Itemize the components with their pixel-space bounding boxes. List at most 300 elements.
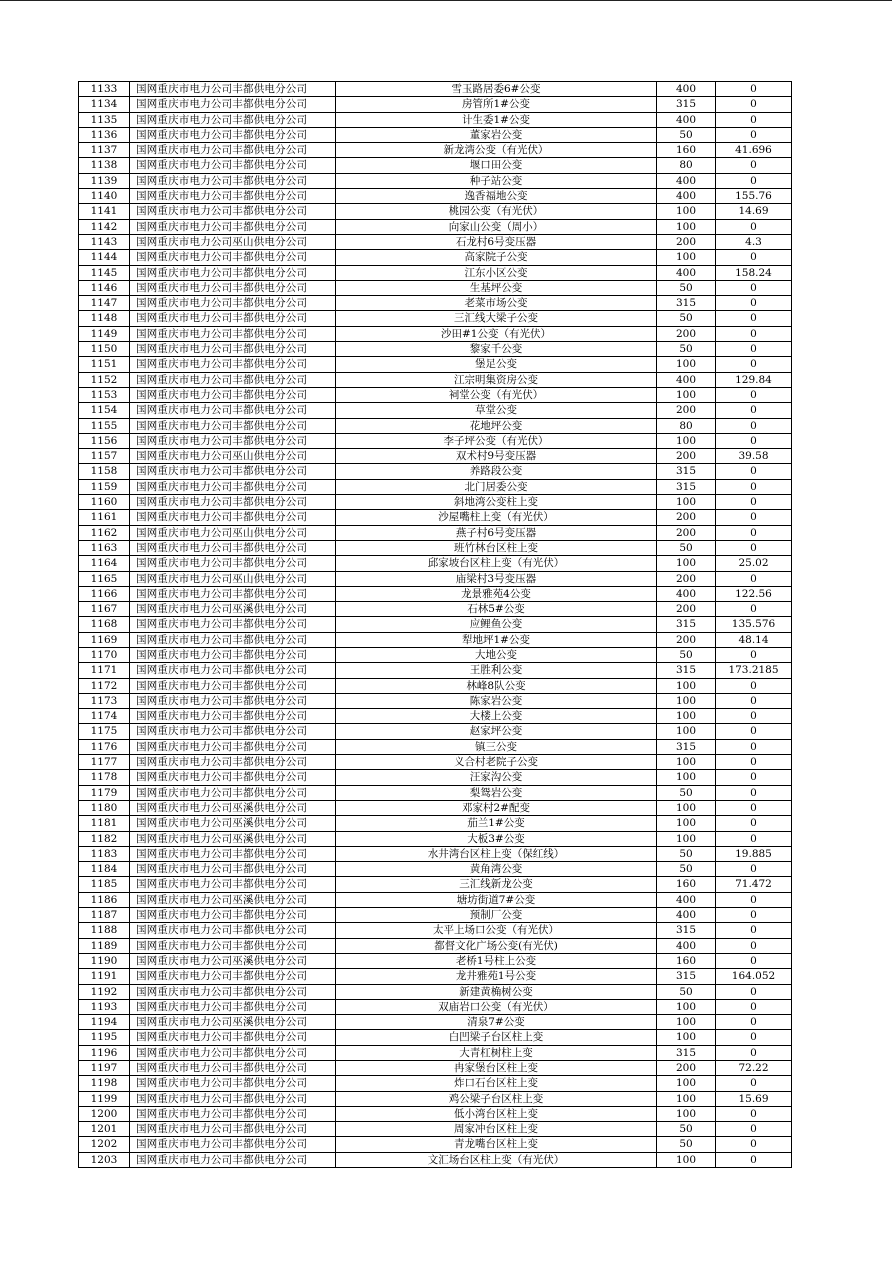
- capacity-cell: 160: [657, 953, 716, 968]
- company-cell: 国网重庆市电力公司丰都供电分公司: [130, 82, 336, 97]
- value-cell: 0: [716, 418, 792, 433]
- capacity-cell: 400: [657, 112, 716, 127]
- company-cell: 国网重庆市电力公司丰都供电分公司: [130, 693, 336, 708]
- table-row: [79, 632, 792, 647]
- table-row: [79, 739, 792, 754]
- company-cell: 国网重庆市电力公司丰都供电分公司: [130, 357, 336, 372]
- row-number-cell: 1186: [79, 892, 130, 907]
- capacity-cell: 50: [657, 540, 716, 555]
- row-number-cell: 1167: [79, 602, 130, 617]
- capacity-cell: 200: [657, 449, 716, 464]
- value-cell: 0: [716, 540, 792, 555]
- station-name-cell: 堡足公变: [336, 357, 657, 372]
- row-number-cell: 1196: [79, 1045, 130, 1060]
- table-row: [79, 877, 792, 892]
- station-name-cell: 都督文化广场公变(有光伏): [336, 938, 657, 953]
- row-number-cell: 1156: [79, 433, 130, 448]
- station-name-cell: 黄角湾公变: [336, 862, 657, 877]
- capacity-cell: 50: [657, 1122, 716, 1137]
- company-cell: 国网重庆市电力公司丰都供电分公司: [130, 97, 336, 112]
- value-cell: 0: [716, 785, 792, 800]
- value-cell: 0: [716, 510, 792, 525]
- capacity-cell: 315: [657, 97, 716, 112]
- row-number-cell: 1149: [79, 326, 130, 341]
- table-row: [79, 204, 792, 219]
- row-number-cell: 1179: [79, 785, 130, 800]
- station-name-cell: 董家岩公变: [336, 127, 657, 142]
- row-number-cell: 1200: [79, 1106, 130, 1121]
- company-cell: 国网重庆市电力公司丰都供电分公司: [130, 250, 336, 265]
- value-cell: 15.69: [716, 1091, 792, 1106]
- transformer-table: [78, 81, 792, 1168]
- value-cell: 14.69: [716, 204, 792, 219]
- company-cell: 国网重庆市电力公司丰都供电分公司: [130, 755, 336, 770]
- row-number-cell: 1164: [79, 556, 130, 571]
- table-row: [79, 938, 792, 953]
- company-cell: 国网重庆市电力公司丰都供电分公司: [130, 999, 336, 1014]
- value-cell: 0: [716, 693, 792, 708]
- station-name-cell: 沙田#1公变（有光伏）: [336, 326, 657, 341]
- company-cell: 国网重庆市电力公司丰都供电分公司: [130, 1045, 336, 1060]
- station-name-cell: 周家冲台区柱上变: [336, 1122, 657, 1137]
- station-name-cell: 王胜利公变: [336, 663, 657, 678]
- value-cell: 0: [716, 1106, 792, 1121]
- capacity-cell: 200: [657, 1061, 716, 1076]
- table-row: [79, 464, 792, 479]
- station-name-cell: 邓家村2#配变: [336, 800, 657, 815]
- company-cell: 国网重庆市电力公司丰都供电分公司: [130, 158, 336, 173]
- row-number-cell: 1182: [79, 831, 130, 846]
- station-name-cell: 桃园公变（有光伏）: [336, 204, 657, 219]
- company-cell: 国网重庆市电力公司巫溪供电分公司: [130, 953, 336, 968]
- station-name-cell: 林峰8队公变: [336, 678, 657, 693]
- company-cell: 国网重庆市电力公司丰都供电分公司: [130, 464, 336, 479]
- company-cell: 国网重庆市电力公司丰都供电分公司: [130, 372, 336, 387]
- station-name-cell: 文汇场台区柱上变（有光伏）: [336, 1152, 657, 1167]
- capacity-cell: 100: [657, 1076, 716, 1091]
- table-row: [79, 219, 792, 234]
- company-cell: 国网重庆市电力公司巫山供电分公司: [130, 449, 336, 464]
- company-cell: 国网重庆市电力公司丰都供电分公司: [130, 785, 336, 800]
- value-cell: 0: [716, 495, 792, 510]
- capacity-cell: 400: [657, 82, 716, 97]
- station-name-cell: 沙屋嘴柱上变（有光伏）: [336, 510, 657, 525]
- row-number-cell: 1148: [79, 311, 130, 326]
- station-name-cell: 新龙湾公变（有光伏）: [336, 143, 657, 158]
- value-cell: 4.3: [716, 234, 792, 249]
- row-number-cell: 1194: [79, 1015, 130, 1030]
- table-row: [79, 846, 792, 861]
- company-cell: 国网重庆市电力公司丰都供电分公司: [130, 678, 336, 693]
- row-number-cell: 1188: [79, 923, 130, 938]
- value-cell: 19.885: [716, 846, 792, 861]
- value-cell: 0: [716, 326, 792, 341]
- row-number-cell: 1139: [79, 173, 130, 188]
- table-row: [79, 724, 792, 739]
- station-name-cell: 茄兰1#公变: [336, 816, 657, 831]
- capacity-cell: 100: [657, 1106, 716, 1121]
- row-number-cell: 1133: [79, 82, 130, 97]
- table-row: [79, 892, 792, 907]
- capacity-cell: 100: [657, 250, 716, 265]
- value-cell: 0: [716, 678, 792, 693]
- capacity-cell: 200: [657, 571, 716, 586]
- company-cell: 国网重庆市电力公司巫溪供电分公司: [130, 800, 336, 815]
- table-row: [79, 1045, 792, 1060]
- capacity-cell: 315: [657, 923, 716, 938]
- table-row: [79, 296, 792, 311]
- table-body: [79, 82, 792, 1168]
- value-cell: 71.472: [716, 877, 792, 892]
- capacity-cell: 100: [657, 1030, 716, 1045]
- value-cell: 41.696: [716, 143, 792, 158]
- value-cell: 0: [716, 158, 792, 173]
- row-number-cell: 1195: [79, 1030, 130, 1045]
- capacity-cell: 100: [657, 1152, 716, 1167]
- table-row: [79, 403, 792, 418]
- value-cell: 0: [716, 647, 792, 662]
- station-name-cell: 太平上场口公变（有光伏）: [336, 923, 657, 938]
- station-name-cell: 邱家坡台区柱上变（有光伏）: [336, 556, 657, 571]
- row-number-cell: 1166: [79, 586, 130, 601]
- capacity-cell: 100: [657, 816, 716, 831]
- capacity-cell: 100: [657, 204, 716, 219]
- station-name-cell: 石林5#公变: [336, 602, 657, 617]
- row-number-cell: 1176: [79, 739, 130, 754]
- table-row: [79, 495, 792, 510]
- company-cell: 国网重庆市电力公司丰都供电分公司: [130, 709, 336, 724]
- station-name-cell: 江宗明集资房公变: [336, 372, 657, 387]
- station-name-cell: 清泉7#公变: [336, 1015, 657, 1030]
- table-row: [79, 556, 792, 571]
- station-name-cell: 养路段公变: [336, 464, 657, 479]
- company-cell: 国网重庆市电力公司巫溪供电分公司: [130, 602, 336, 617]
- row-number-cell: 1146: [79, 280, 130, 295]
- table-row: [79, 663, 792, 678]
- capacity-cell: 100: [657, 770, 716, 785]
- station-name-cell: 北门居委公变: [336, 479, 657, 494]
- company-cell: 国网重庆市电力公司巫山供电分公司: [130, 571, 336, 586]
- row-number-cell: 1151: [79, 357, 130, 372]
- capacity-cell: 315: [657, 296, 716, 311]
- table-row: [79, 647, 792, 662]
- table-row: [79, 785, 792, 800]
- station-name-cell: 冉家堡台区柱上变: [336, 1061, 657, 1076]
- company-cell: 国网重庆市电力公司丰都供电分公司: [130, 1152, 336, 1167]
- capacity-cell: 315: [657, 969, 716, 984]
- station-name-cell: 犁地坪1#公变: [336, 632, 657, 647]
- capacity-cell: 400: [657, 372, 716, 387]
- row-number-cell: 1201: [79, 1122, 130, 1137]
- row-number-cell: 1178: [79, 770, 130, 785]
- table-row: [79, 709, 792, 724]
- value-cell: 0: [716, 908, 792, 923]
- capacity-cell: 100: [657, 387, 716, 402]
- company-cell: 国网重庆市电力公司巫溪供电分公司: [130, 831, 336, 846]
- company-cell: 国网重庆市电力公司丰都供电分公司: [130, 265, 336, 280]
- table-row: [79, 800, 792, 815]
- table-row: [79, 953, 792, 968]
- value-cell: 0: [716, 938, 792, 953]
- row-number-cell: 1170: [79, 647, 130, 662]
- capacity-cell: 100: [657, 495, 716, 510]
- table-row: [79, 127, 792, 142]
- company-cell: 国网重庆市电力公司巫山供电分公司: [130, 234, 336, 249]
- row-number-cell: 1155: [79, 418, 130, 433]
- station-name-cell: 梨鸳岩公变: [336, 785, 657, 800]
- row-number-cell: 1185: [79, 877, 130, 892]
- station-name-cell: 燕子村6号变压器: [336, 525, 657, 540]
- row-number-cell: 1198: [79, 1076, 130, 1091]
- value-cell: 0: [716, 464, 792, 479]
- row-number-cell: 1143: [79, 234, 130, 249]
- row-number-cell: 1147: [79, 296, 130, 311]
- capacity-cell: 400: [657, 908, 716, 923]
- value-cell: 0: [716, 127, 792, 142]
- value-cell: 0: [716, 1137, 792, 1152]
- value-cell: 0: [716, 280, 792, 295]
- station-name-cell: 新建黄桷树公变: [336, 984, 657, 999]
- company-cell: 国网重庆市电力公司丰都供电分公司: [130, 387, 336, 402]
- capacity-cell: 400: [657, 586, 716, 601]
- company-cell: 国网重庆市电力公司丰都供电分公司: [130, 1030, 336, 1045]
- value-cell: 155.76: [716, 189, 792, 204]
- table-row: [79, 525, 792, 540]
- table-row: [79, 357, 792, 372]
- capacity-cell: 160: [657, 143, 716, 158]
- station-name-cell: 石龙村6号变压器: [336, 234, 657, 249]
- table-row: [79, 265, 792, 280]
- value-cell: 0: [716, 602, 792, 617]
- table-row: [79, 433, 792, 448]
- capacity-cell: 200: [657, 403, 716, 418]
- value-cell: 0: [716, 892, 792, 907]
- capacity-cell: 200: [657, 602, 716, 617]
- company-cell: 国网重庆市电力公司丰都供电分公司: [130, 418, 336, 433]
- value-cell: 0: [716, 984, 792, 999]
- value-cell: 164.052: [716, 969, 792, 984]
- table-row: [79, 862, 792, 877]
- table-row: [79, 571, 792, 586]
- table-row: [79, 1122, 792, 1137]
- value-cell: 0: [716, 311, 792, 326]
- row-number-cell: 1197: [79, 1061, 130, 1076]
- row-number-cell: 1157: [79, 449, 130, 464]
- value-cell: 0: [716, 800, 792, 815]
- station-name-cell: 庙梁村3号变压器: [336, 571, 657, 586]
- company-cell: 国网重庆市电力公司丰都供电分公司: [130, 862, 336, 877]
- table-row: [79, 372, 792, 387]
- row-number-cell: 1168: [79, 617, 130, 632]
- station-name-cell: 花地坪公变: [336, 418, 657, 433]
- value-cell: 0: [716, 479, 792, 494]
- station-name-cell: 三汇线大梁子公变: [336, 311, 657, 326]
- table-row: [79, 923, 792, 938]
- capacity-cell: 100: [657, 1015, 716, 1030]
- value-cell: 0: [716, 862, 792, 877]
- value-cell: 0: [716, 1045, 792, 1060]
- station-name-cell: 老菜市场公变: [336, 296, 657, 311]
- company-cell: 国网重庆市电力公司丰都供电分公司: [130, 663, 336, 678]
- company-cell: 国网重庆市电力公司丰都供电分公司: [130, 908, 336, 923]
- station-name-cell: 雪玉路居委6#公变: [336, 82, 657, 97]
- capacity-cell: 400: [657, 189, 716, 204]
- station-name-cell: 大青杠树柱上变: [336, 1045, 657, 1060]
- company-cell: 国网重庆市电力公司丰都供电分公司: [130, 296, 336, 311]
- table-row: [79, 831, 792, 846]
- row-number-cell: 1172: [79, 678, 130, 693]
- station-name-cell: 塘坊街道7#公变: [336, 892, 657, 907]
- capacity-cell: 100: [657, 219, 716, 234]
- capacity-cell: 50: [657, 127, 716, 142]
- row-number-cell: 1193: [79, 999, 130, 1014]
- capacity-cell: 50: [657, 280, 716, 295]
- row-number-cell: 1174: [79, 709, 130, 724]
- row-number-cell: 1203: [79, 1152, 130, 1167]
- row-number-cell: 1159: [79, 479, 130, 494]
- capacity-cell: 80: [657, 418, 716, 433]
- value-cell: 0: [716, 953, 792, 968]
- value-cell: 0: [716, 770, 792, 785]
- table-row: [79, 602, 792, 617]
- table-row: [79, 418, 792, 433]
- capacity-cell: 50: [657, 846, 716, 861]
- company-cell: 国网重庆市电力公司丰都供电分公司: [130, 923, 336, 938]
- value-cell: 0: [716, 357, 792, 372]
- station-name-cell: 龙井雅苑1号公变: [336, 969, 657, 984]
- row-number-cell: 1187: [79, 908, 130, 923]
- table-row: [79, 1106, 792, 1121]
- table-row: [79, 112, 792, 127]
- table-row: [79, 678, 792, 693]
- station-name-cell: 大板3#公变: [336, 831, 657, 846]
- row-number-cell: 1199: [79, 1091, 130, 1106]
- company-cell: 国网重庆市电力公司丰都供电分公司: [130, 433, 336, 448]
- table-row: [79, 82, 792, 97]
- row-number-cell: 1180: [79, 800, 130, 815]
- row-number-cell: 1140: [79, 189, 130, 204]
- company-cell: 国网重庆市电力公司丰都供电分公司: [130, 724, 336, 739]
- table-row: [79, 999, 792, 1014]
- company-cell: 国网重庆市电力公司丰都供电分公司: [130, 219, 336, 234]
- station-name-cell: 老桥1号柱上公变: [336, 953, 657, 968]
- company-cell: 国网重庆市电力公司丰都供电分公司: [130, 143, 336, 158]
- station-name-cell: 镇三公变: [336, 739, 657, 754]
- value-cell: 0: [716, 112, 792, 127]
- station-name-cell: 汪家沟公变: [336, 770, 657, 785]
- row-number-cell: 1136: [79, 127, 130, 142]
- table-row: [79, 969, 792, 984]
- capacity-cell: 100: [657, 556, 716, 571]
- station-name-cell: 斜地湾公变柱上变: [336, 495, 657, 510]
- table-row: [79, 342, 792, 357]
- company-cell: 国网重庆市电力公司丰都供电分公司: [130, 173, 336, 188]
- value-cell: 0: [716, 97, 792, 112]
- table-row: [79, 311, 792, 326]
- station-name-cell: 高家院子公变: [336, 250, 657, 265]
- row-number-cell: 1134: [79, 97, 130, 112]
- value-cell: 122.56: [716, 586, 792, 601]
- capacity-cell: 50: [657, 785, 716, 800]
- capacity-cell: 80: [657, 158, 716, 173]
- table-row: [79, 189, 792, 204]
- capacity-cell: 400: [657, 265, 716, 280]
- station-name-cell: 李子坪公变（有光伏）: [336, 433, 657, 448]
- table-row: [79, 586, 792, 601]
- capacity-cell: 100: [657, 999, 716, 1014]
- value-cell: 135.576: [716, 617, 792, 632]
- table-row: [79, 1076, 792, 1091]
- value-cell: 0: [716, 724, 792, 739]
- company-cell: 国网重庆市电力公司丰都供电分公司: [130, 326, 336, 341]
- table-row: [79, 280, 792, 295]
- station-name-cell: 青龙嘴台区柱上变: [336, 1137, 657, 1152]
- table-row: [79, 1091, 792, 1106]
- table-row: [79, 250, 792, 265]
- station-name-cell: 房管所1#公变: [336, 97, 657, 112]
- capacity-cell: 315: [657, 479, 716, 494]
- value-cell: 0: [716, 1030, 792, 1045]
- value-cell: 0: [716, 403, 792, 418]
- row-number-cell: 1177: [79, 755, 130, 770]
- capacity-cell: 315: [657, 663, 716, 678]
- value-cell: 0: [716, 173, 792, 188]
- station-name-cell: 大地公变: [336, 647, 657, 662]
- row-number-cell: 1150: [79, 342, 130, 357]
- station-name-cell: 大楼上公变: [336, 709, 657, 724]
- company-cell: 国网重庆市电力公司丰都供电分公司: [130, 739, 336, 754]
- station-name-cell: 水井湾台区柱上变（保红线）: [336, 846, 657, 861]
- company-cell: 国网重庆市电力公司丰都供电分公司: [130, 846, 336, 861]
- capacity-cell: 100: [657, 357, 716, 372]
- capacity-cell: 200: [657, 525, 716, 540]
- table-row: [79, 1030, 792, 1045]
- company-cell: 国网重庆市电力公司巫溪供电分公司: [130, 1015, 336, 1030]
- station-name-cell: 鸡公梁子台区柱上变: [336, 1091, 657, 1106]
- value-cell: 129.84: [716, 372, 792, 387]
- row-number-cell: 1175: [79, 724, 130, 739]
- value-cell: 0: [716, 923, 792, 938]
- table-row: [79, 387, 792, 402]
- row-number-cell: 1142: [79, 219, 130, 234]
- value-cell: 0: [716, 387, 792, 402]
- row-number-cell: 1163: [79, 540, 130, 555]
- station-name-cell: 向家山公变（周小）: [336, 219, 657, 234]
- row-number-cell: 1202: [79, 1137, 130, 1152]
- row-number-cell: 1173: [79, 693, 130, 708]
- capacity-cell: 50: [657, 647, 716, 662]
- row-number-cell: 1160: [79, 495, 130, 510]
- row-number-cell: 1171: [79, 663, 130, 678]
- company-cell: 国网重庆市电力公司丰都供电分公司: [130, 540, 336, 555]
- station-name-cell: 义合村老院子公变: [336, 755, 657, 770]
- company-cell: 国网重庆市电力公司丰都供电分公司: [130, 586, 336, 601]
- station-name-cell: 炸口石台区柱上变: [336, 1076, 657, 1091]
- value-cell: 0: [716, 571, 792, 586]
- capacity-cell: 315: [657, 617, 716, 632]
- company-cell: 国网重庆市电力公司丰都供电分公司: [130, 112, 336, 127]
- capacity-cell: 100: [657, 678, 716, 693]
- value-cell: 158.24: [716, 265, 792, 280]
- table-row: [79, 755, 792, 770]
- station-name-cell: 黎家千公变: [336, 342, 657, 357]
- table-row: [79, 510, 792, 525]
- capacity-cell: 50: [657, 342, 716, 357]
- capacity-cell: 160: [657, 877, 716, 892]
- value-cell: 0: [716, 250, 792, 265]
- table-row: [79, 1061, 792, 1076]
- company-cell: 国网重庆市电力公司丰都供电分公司: [130, 403, 336, 418]
